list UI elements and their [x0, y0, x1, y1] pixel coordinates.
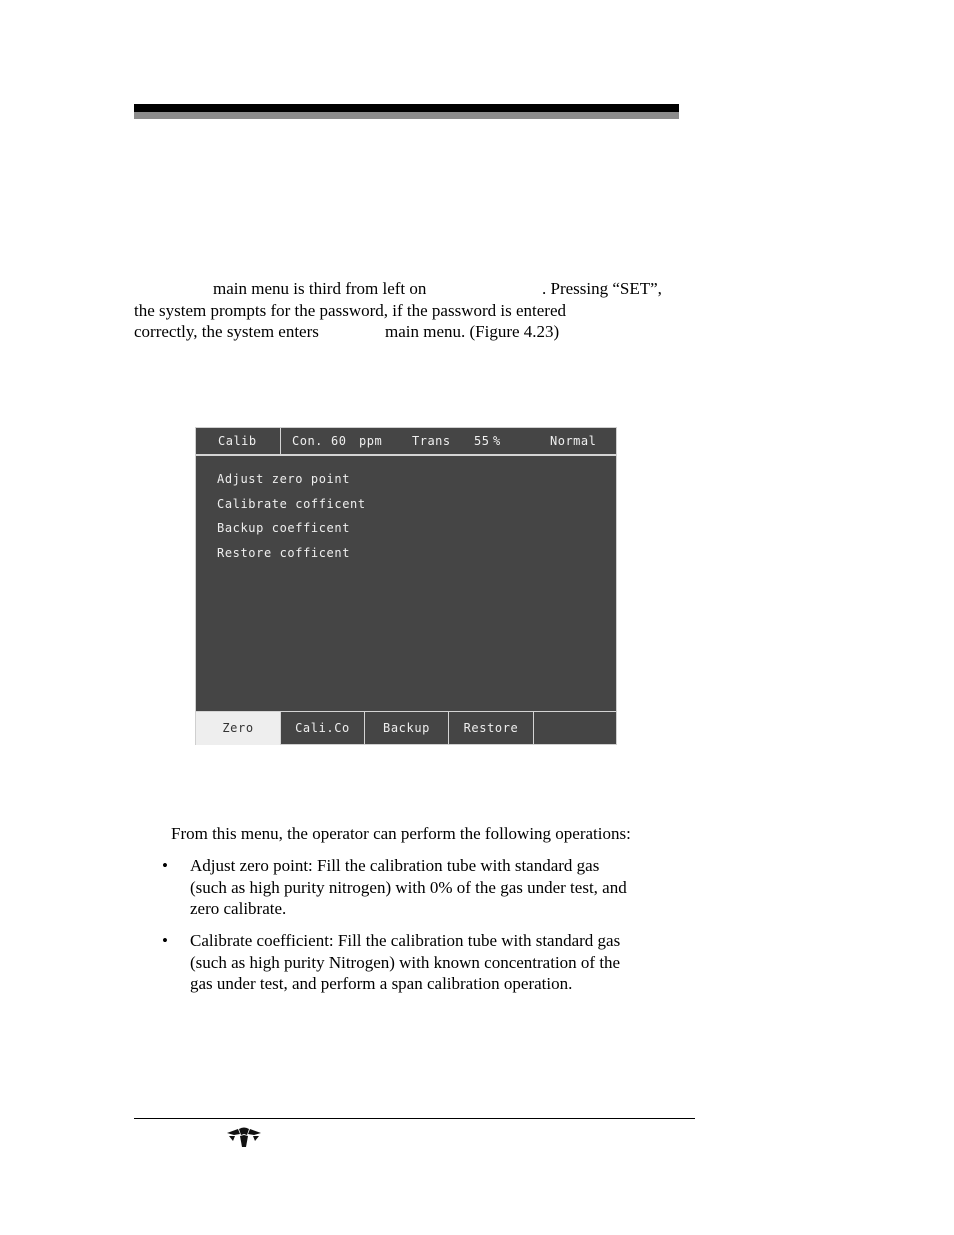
calibration-menu: [217, 472, 366, 570]
transmission-unit: %: [493, 434, 501, 448]
softkey-empty[interactable]: [534, 712, 616, 745]
list-item: [160, 855, 700, 920]
list-item-line: (such as high purity nitrogen) with 0% of the gas under test, and: [190, 877, 627, 897]
intro-line-2-text: the system prompts for the password, if the password is entered: [134, 300, 566, 320]
status-label: Normal: [550, 434, 597, 448]
intro-line-1: [134, 278, 694, 300]
operations-lead: From this menu, the operator can perform the following operations:: [171, 824, 631, 843]
bullet-dot-icon: •: [162, 856, 168, 875]
bullet-dot-icon: •: [162, 931, 168, 951]
intro-line-3-part-2: main menu. (Figure 4.23): [385, 322, 560, 342]
footer-rule: [134, 1118, 695, 1119]
status-bar-divider: [280, 428, 281, 454]
softkey-bar: [196, 711, 616, 745]
list-item-line: gas under test, and perform a span calibration operation.: [190, 974, 573, 994]
list-item-line: Adjust zero point: Fill the calibration tube with standard gas: [190, 856, 600, 875]
intro-line-3-part-1: correctly, the system enters: [134, 322, 319, 342]
concentration-label: Con.: [292, 434, 323, 448]
screen-status-bar: [196, 428, 616, 456]
concentration-value: 60: [331, 434, 347, 448]
intro-line-3: [134, 321, 694, 343]
operations-list: [160, 855, 700, 1006]
header-rule-black: [134, 104, 679, 112]
header-rule-gray: [134, 112, 679, 119]
teledyne-logo-icon: [226, 1126, 262, 1148]
list-item-line: zero calibrate.: [190, 899, 287, 919]
list-item-line: (such as high purity Nitrogen) with known concentration of the: [190, 952, 621, 972]
intro-paragraph: [134, 278, 694, 343]
intro-line-1-part-1: main menu is third from left on: [213, 279, 427, 298]
transmission-value: 55: [474, 434, 490, 448]
softkey-restore[interactable]: Restore: [449, 712, 534, 745]
concentration-unit: ppm: [359, 434, 383, 448]
intro-line-2: [134, 300, 694, 322]
menu-item-adjust-zero[interactable]: Adjust zero point: [217, 472, 351, 486]
softkey-backup[interactable]: Backup: [365, 712, 449, 745]
menu-item-calibrate-coefficient[interactable]: Calibrate cofficent: [217, 496, 366, 511]
list-item-line: Calibrate coefficient: Fill the calibration tube with standard gas: [190, 931, 621, 951]
menu-item-restore-coefficient[interactable]: Restore cofficent: [217, 545, 351, 560]
calibration-screen: [195, 427, 617, 745]
mode-label: Calib: [218, 434, 257, 448]
transmission-label: Trans: [412, 434, 451, 448]
menu-item-backup-coefficient[interactable]: Backup coefficent: [217, 521, 351, 535]
softkey-zero[interactable]: Zero: [196, 712, 281, 745]
list-item: [160, 930, 700, 995]
softkey-cali-co[interactable]: Cali.Co: [281, 712, 365, 745]
intro-line-1-part-2: . Pressing “SET”,: [542, 279, 662, 298]
